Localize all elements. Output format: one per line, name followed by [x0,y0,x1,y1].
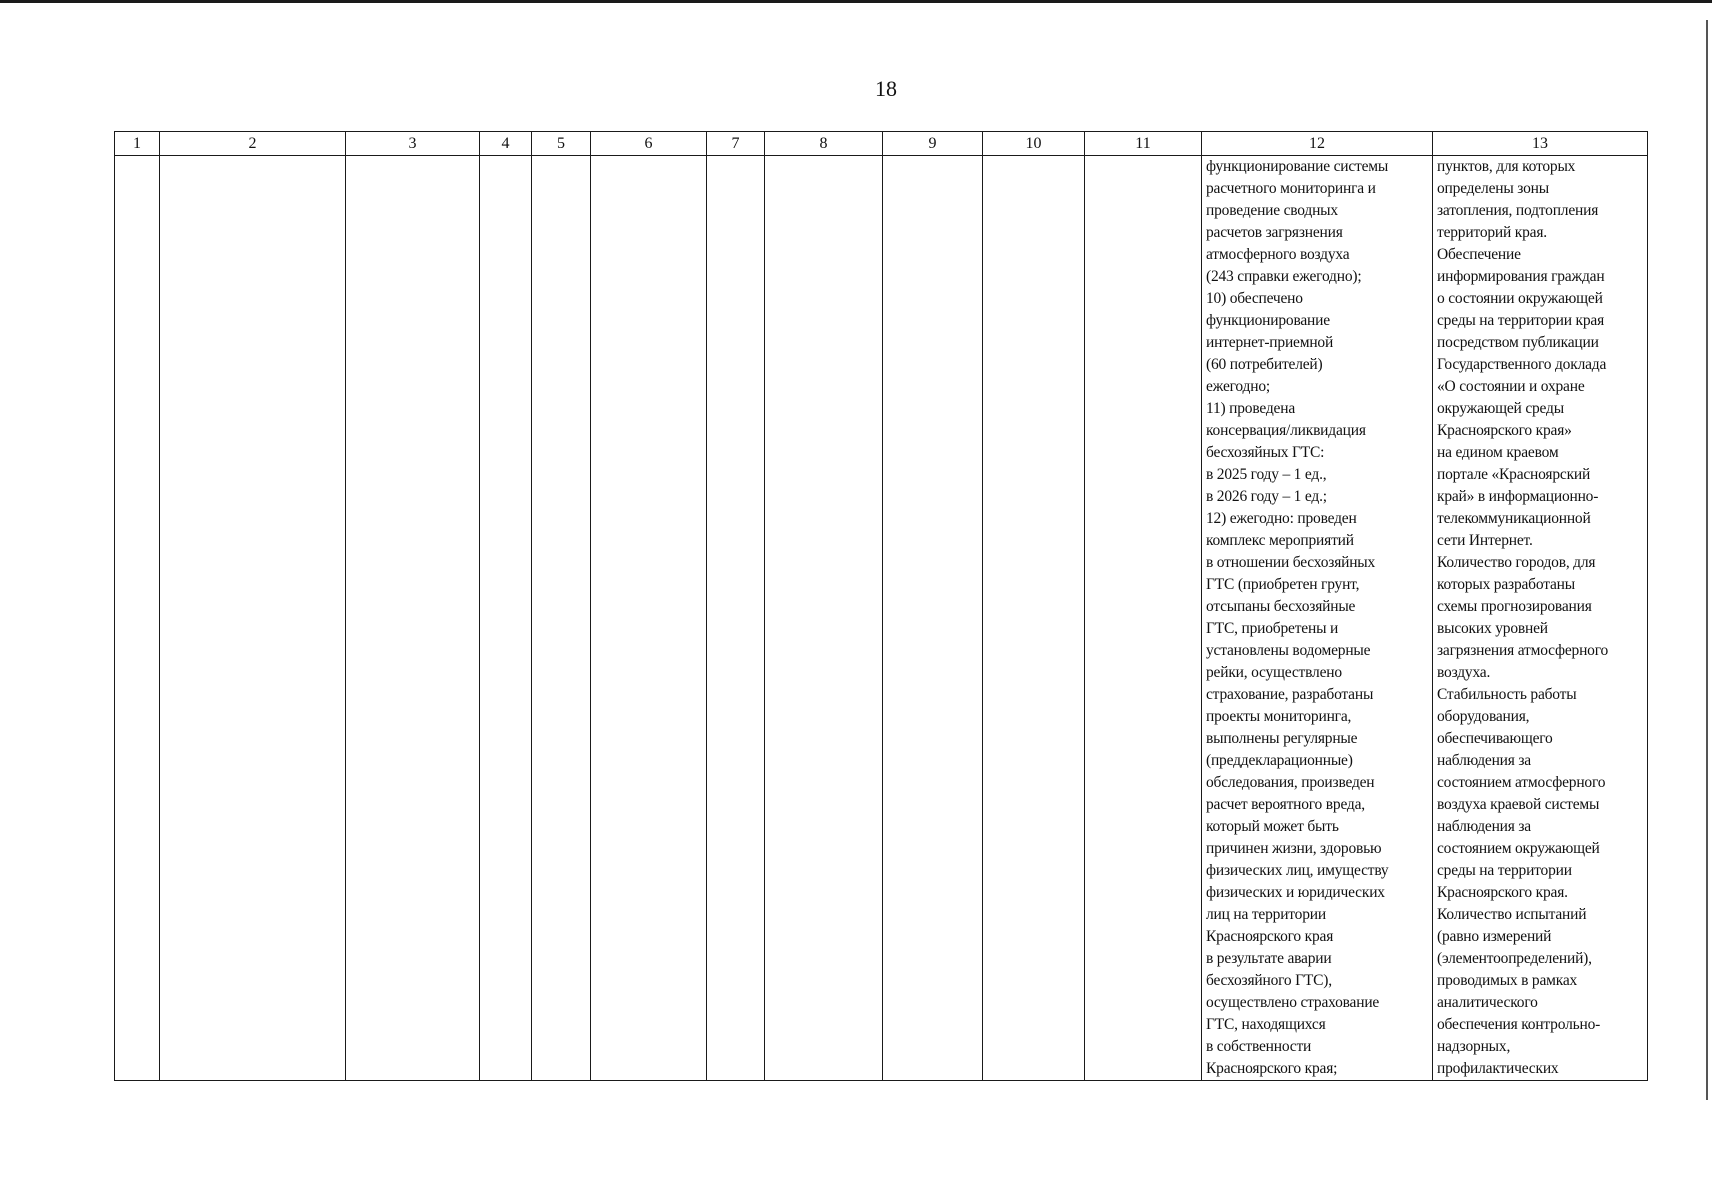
table-cell-col-5 [532,156,591,1081]
page-number: 18 [875,76,897,101]
table-cell-col-13 [1433,156,1648,1081]
top-border-line [0,0,1712,3]
table-cell-col-3 [346,156,480,1081]
column-header-1: 1 [115,132,160,156]
table-cell-col-6 [591,156,707,1081]
table-row [115,156,1648,1081]
table-cell-col-11 [1085,156,1202,1081]
table-cell-col-4 [480,156,532,1081]
column-header-12: 12 [1202,132,1433,156]
column-header-13: 13 [1433,132,1648,156]
column-header-4: 4 [480,132,532,156]
results-text: функционирование системы расчетного мониторинга и проведение сводных расчетов загрязнения атмосферного воздуха (243 справки ежегодно); 10) обеспечено функционирование интернет-приемной (60 потребителей) ежегодно; 11) проведена консервация/ликвидация бесхозяйных ГТС: в 2025 году – 1 ед., в 2026 году – 1 ед.; 12) ежегодно: проведен комплекс мероприятий в отношении бесхозяйных ГТС (приобретен грунт, отсыпаны бесхозяйные ГТС, приобретены и установлены водомерные рейки, осуществлено страхование, разработаны проекты мониторинга, выполнены регулярные (преддекларационные) обследования, произведен расчет вероятного вреда, который может быть причинен жизни, здоровью физических лиц, имуществу физических и юридических лиц на территории Красноярского края в результате аварии бесхозяйного ГТС), осуществлено страхование ГТС, находящихся в собственности Красноярского края; [1206,158,1389,1077]
table-cell-col-7 [707,156,765,1081]
column-header-11: 11 [1085,132,1202,156]
table-cell-col-10 [983,156,1085,1081]
indicators-text: пунктов, для которых определены зоны затопления, подтопления территорий края. Обеспечение информирования граждан о состоянии окружающей среды на территории края посредством публикации Государственного доклада «О состоянии и охране окружающей среды Красноярского края» на едином краевом портале «Красноярский край» в информационно- телекоммуникационной сети Интернет. Количество городов, для которых разработаны схемы прогнозирования высоких уровней загрязнения атмосферного воздуха. Стабильность работы оборудования, обеспечивающего наблюдения за состоянием атмосферного воздуха краевой системы наблюдения за состоянием окружающей среды на территории Красноярского края. Количество испытаний (равно измерений (элементоопределений), проводимых в рамках аналитического обеспечения контрольно- надзорных, профилактических [1437,158,1609,1077]
column-header-10: 10 [983,132,1085,156]
column-header-2: 2 [160,132,346,156]
right-edge-line [1706,20,1708,1100]
table-cell-col-2 [160,156,346,1081]
header-row [115,132,1648,156]
data-table [114,131,1648,1081]
table-cell-col-9 [883,156,983,1081]
column-header-8: 8 [765,132,883,156]
table-cell-col-8 [765,156,883,1081]
column-header-3: 3 [346,132,480,156]
column-header-9: 9 [883,132,983,156]
table-cell-col-12 [1202,156,1433,1081]
column-header-6: 6 [591,132,707,156]
column-header-7: 7 [707,132,765,156]
table-cell-col-1 [115,156,160,1081]
column-header-5: 5 [532,132,591,156]
